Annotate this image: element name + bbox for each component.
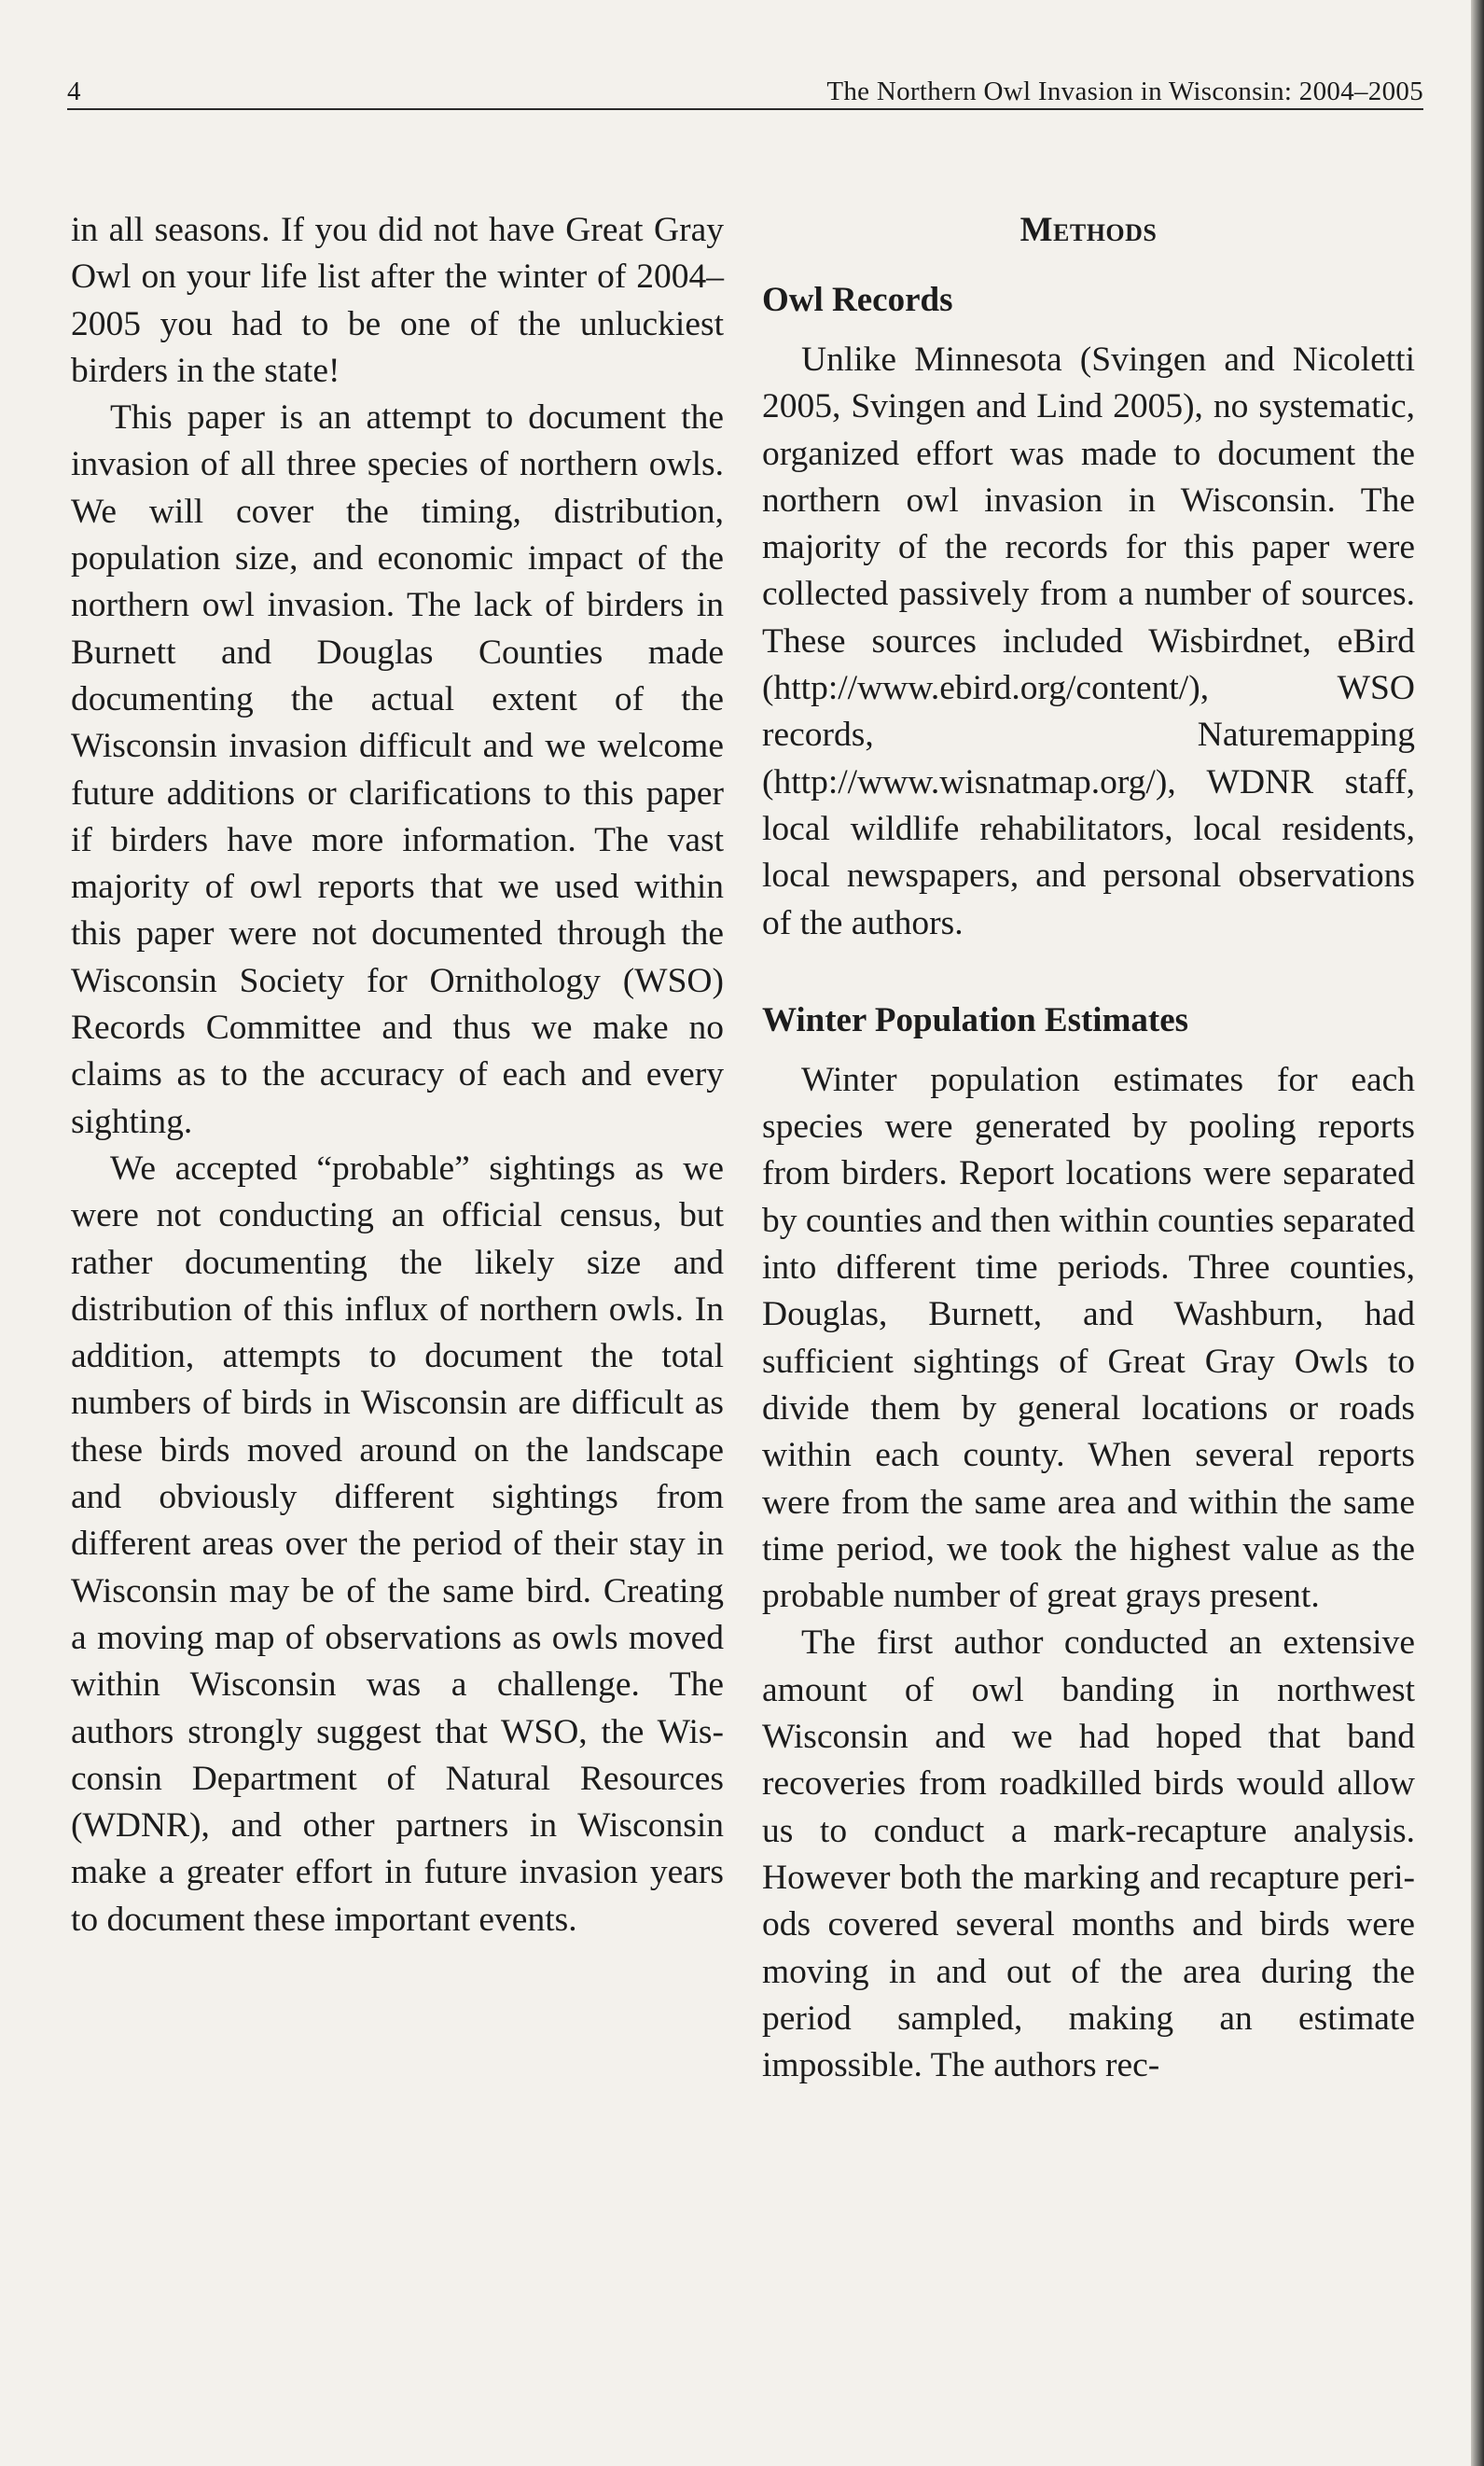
page-edge-shadow <box>1471 0 1484 2466</box>
right-column <box>762 207 1415 2089</box>
subsection-heading: Winter Population Estimates <box>762 1000 1189 1039</box>
page-header <box>67 63 1423 110</box>
subsection-heading: Owl Records <box>762 281 953 319</box>
left-column <box>71 207 724 1944</box>
paragraph: in all seasons. If you did not have Great Gray Owl on your life list after the winter of 2004–2005 you had to be one of the unluckiest birders in the state! <box>71 211 724 390</box>
running-title: The Northern Owl Invasion in Wisconsin: 2004–2005 <box>826 77 1423 106</box>
page-number: 4 <box>67 77 81 106</box>
paragraph: Winter population estimates for each species were generated by pooling reports from birders. Report locations were separated by counties and then within counties separated into different time periods. Three counties, Douglas, Burnett, and Washburn, had sufficient sightings of Great Gray Owls to divide them by general locations or roads within each county. When several reports were from the same area and within the same time period, we took the highest value as the probable number of great grays present. <box>762 1060 1415 1616</box>
paragraph: This paper is an attempt to document the invasion of all three species of northern owls. We will cover the timing, distribution, population size, and economic impact of the northern owl invasion. The lack of birders in Burnett and Douglas Counties made documenting the actual extent of the Wisconsin invasion difficult and we welcome future additions or clarifications to this paper if birders have more information. The vast majority of owl reports that we used within this paper were not documented through the Wisconsin Society for Ornithology (WSO) Records Committee and thus we make no claims as to the accuracy of each and every sighting. <box>71 398 724 1141</box>
paragraph: We accepted “probable” sightings as we were not conducting an official census, but rather documenting the likely size and distribution of this influx of northern owls. In addition, attempts to document the total numbers of birds in Wisconsin are difficult as these birds moved around on the landscape and obviously different sightings from different areas over the period of their stay in Wisconsin may be of the same bird. Creating a moving map of observations as owls moved within Wisconsin was a challenge. The authors strongly suggest that WSO, the Wisconsin Department of Natural Resources (WDNR), and other partners in Wisconsin make a greater effort in future invasion years to document these important events. <box>71 1149 724 1939</box>
paragraph: The first author conducted an extensive amount of owl banding in northwest Wisconsin and we had hoped that band recoveries from roadkilled birds would allow us to conduct a mark-recapture analysis. However both the marking and recapture periods covered several months and birds were moving in and out of the area during the period sampled, making an estimate impossible. The authors rec- <box>762 1623 1415 2085</box>
paragraph: Unlike Minnesota (Svingen and Nicoletti 2005, Svingen and Lind 2005), no systematic, organized effort was made to document the northern owl invasion in Wisconsin. The majority of the records for this paper were collected passively from a number of sources. These sources included Wisbirdnet, eBird (http://www.ebird.org/content/), WSO records, Naturemapping (http://www.wisnatmap.org/), WDNR staff, local wildlife rehabilitators, local residents, local newspapers, and personal observations of the authors. <box>762 341 1415 942</box>
section-title: Methods <box>1019 211 1158 249</box>
